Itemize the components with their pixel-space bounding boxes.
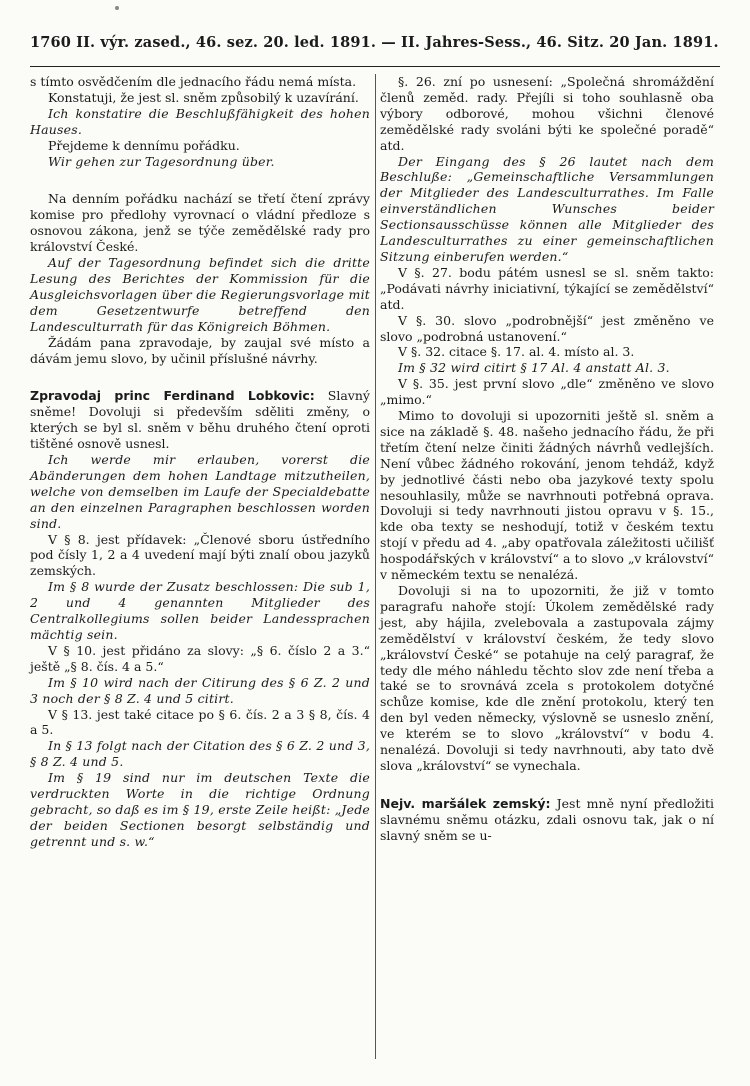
paragraph-czech: V § 10. jest přidáno za slovy: „§ 6. číslo 2 a 3.“ ještě „§ 8. čís. 4 a 5.“ [30,642,370,674]
speaker-paragraph [380,796,714,844]
paragraph-german: Auf der Tagesordnung befindet sich die dritte Lesung des Berichtes der Kommission für die Ausgleichsvorlagen über die Regierungsvorlage mit dem Gesetzentwurfe betreffend den Landesculturrath für das Königreich Böhmen. [30,255,370,334]
left-column [30,74,370,850]
paragraph-czech: Žádám pana zpravodaje, by zaujal své místo a dávám jemu slovo, by učinil příslušné návrhy. [30,334,370,366]
header-rule [30,66,720,67]
paragraph-czech: Mimo to dovoluji si upozorniti ještě sl. sněm a sice na základě §. 48. našeho jednacího řádu, že při třetím čtení nelze činiti žádných návrhů vedlejších. Není vůbec žádného rokování, jenom tehdáž, když by jednotlivé části nebo oba jazykové texty spolu nesouhlasily, může se navrhnouti potřebná oprava. Dovoluji si tedy navrhnouti jistou opravu v §. 15., kde oba texty se neshodují, totiž v českém textu stojí v předu ad 4. „aby opatřovala záležitosti učilišť hospodářských v království“ a to slovo „v království“ v německém textu se nenalézá. [380,408,714,583]
paragraph-german: Wir gehen zur Tagesordnung über. [48,153,275,169]
ink-speck [115,6,119,10]
paragraph-czech: Dovoluji si na to upozorniti, že již v tomto paragrafu nahoře stojí: Úkolem zemědělské rady jest, aby hájila, zvelebovala a zastupovala zájmy zemědělství v království českém, že tedy slovo „království České“ se potahuje na celý paragraf, že tedy dle mého náhledu těchto slov zde není třeba a také se to srovnává zcela s protokolem dotyčné schůze komise, kde dle znění protokolu, který ten den byl veden německy, výslovně se usneslo znění, ve kterém se to slovo „království“ v bodu 4. nenalézá. Dovoluji si tedy navrhnouti, aby tato dvě slova „království“ se vynechala. [380,583,714,773]
paragraph-czech: V § 8. jest přídavek: „Členové sboru ústředního pod čísly 1, 2 a 4 uvedení mají býti znalí obou jazyků zemských. [30,531,370,579]
paragraph-german: Ich konstatire die Beschlußfähigkeit des hohen Hauses. [30,105,370,137]
paragraph-german: Im § 19 sind nur im deutschen Texte die verdruckten Worte in die richtige Ordnung gebracht, so daß es im § 19, erste Zeile heißt: „Jede der beiden Sectionen besorgt selbständig und getrennt und s. w.“ [30,770,370,849]
paragraph-czech: V §. 35. jest první slovo „dle“ změněno ve slovo „mimo.“ [380,376,714,408]
paragraph-german: Der Eingang des § 26 lautet nach dem Beschluße: „Gemeinschaftliche Versammlungen der Mitglieder des Landesculturrathes. Im Falle einverständlichen Wunsches beider Sectionsausschüsse können alle Mitglieder des Landesculturrathes zu einer gemeinschaftlichen Sitzung einberufen werden.“ [380,153,714,264]
paragraph-czech: s tímto osvědčením dle jednacího řádu nemá místa. [30,74,357,89]
paragraph-czech: Na denním pořádku nachází se třetí čtení zprávy komise pro předlohy vyrovnací o vládní předloze s osnovou zákona, jenž se týče zemědělské rady pro království České. [30,191,370,255]
paragraph-czech: V §. 27. bodu pátém usnesl se sl. sněm takto: „Podávati návrhy iniciativní, týkající se zemědělství“ atd. [380,264,714,312]
paragraph-czech: §. 26. zní po usnesení: „Společná shromáždění členů zeměd. rady. Přejíli si toho souhlasně oba výbory odborové, mohou všichni členové zemědělské rady svoláni býti ke společné poradě“ atd. [380,74,714,153]
page-header: 1760 II. výr. zased., 46. sez. 20. led. 1891. — II. Jahres-Sess., 46. Sitz. 20 Jan. 1891. [30,34,719,51]
paragraph-german: Im § 10 wird nach der Citirung des § 6 Z. 2 und 3 noch der § 8 Z. 4 und 5 citirt. [30,674,370,706]
paragraph-german: Ich werde mir erlauben, vorerst die Abänderungen dem hohen Landtage mitzutheilen, welche von demselben im Laufe der Specialdebatte an den einzelnen Paragraphen beschlossen worden sind. [30,452,370,531]
speech-text: Jest mně nyní předložiti slavnému sněmu otázku, zdali osnovu tak, jak o ní slavný sněm se u- [380,795,714,843]
paragraph-german: Im § 32 wird citirt § 17 Al. 4 anstatt Al. 3. [398,360,670,376]
paragraph-german: Im § 8 wurde der Zusatz beschlossen: Die sub 1, 2 und 4 genannten Mitglieder des Centralkollegiums sollen beider Landessprachen mächtig sein. [30,579,370,642]
speaker-name: Nejv. maršálek zemský: [380,795,551,811]
speech-text: Slavný sněme! Dovoluji si především sděliti změny, o kterých se byl sl. sněm v běhu druhého čtení oproti tištěné osnově usnesl. [30,388,370,452]
paragraph-czech: V § 13. jest také citace po § 6. čís. 2 a 3 § 8, čís. 4 a 5. [30,706,370,738]
paragraph-czech: Přejdeme k dennímu pořádku. [48,137,240,153]
right-column [380,74,714,844]
paragraph-czech: V §. 32. citace §. 17. al. 4. místo al. 3. [398,344,635,360]
paragraph-czech: Konstatuji, že jest sl. sněm způsobilý k uzavírání. [48,89,359,105]
column-divider [375,74,376,1059]
speaker-paragraph [30,388,370,452]
paragraph-czech: V §. 30. slovo „podrobnější“ jest změněno ve slovo „podrobná ustanovení.“ [380,312,714,344]
speaker-name: Zpravodaj princ Ferdinand Lobkovic: [30,388,315,404]
paragraph-german: In § 13 folgt nach der Citation des § 6 Z. 2 und 3, § 8 Z. 4 und 5. [30,738,370,770]
